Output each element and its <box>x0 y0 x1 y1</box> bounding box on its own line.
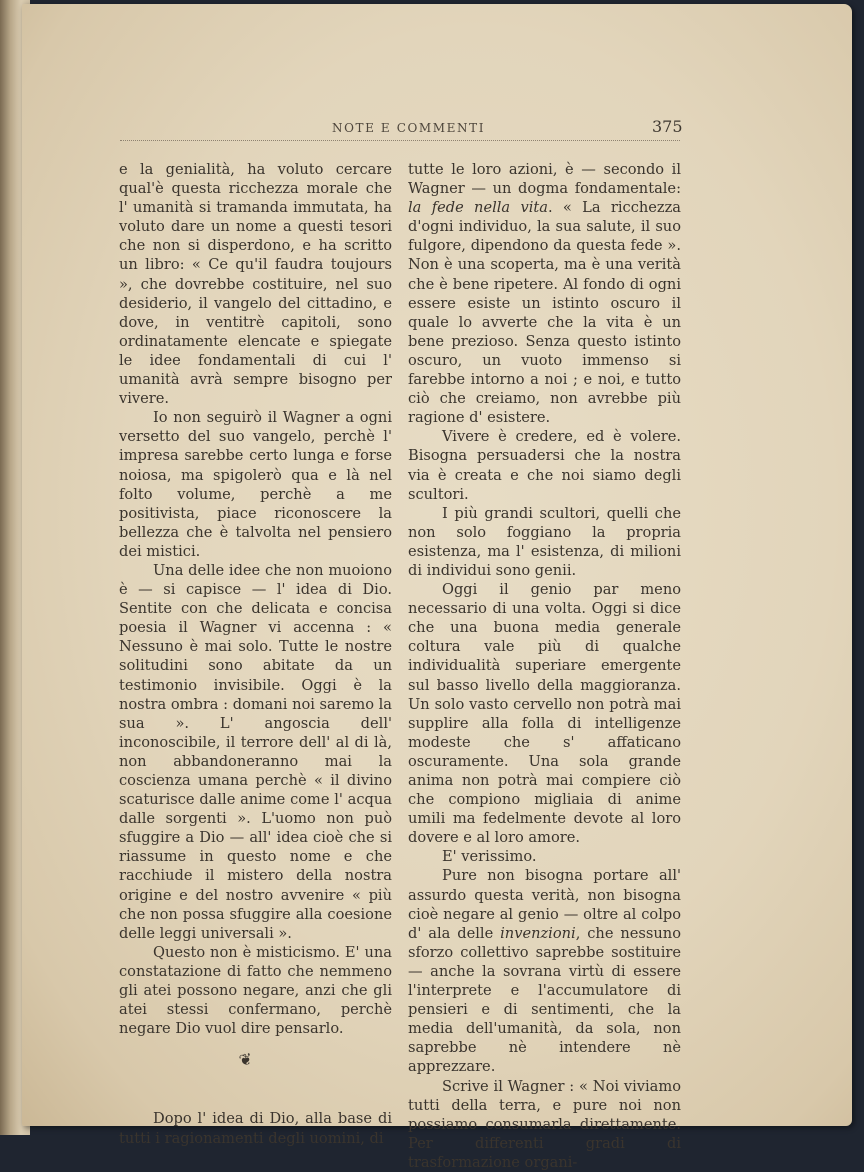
text-run: , che nessuno sforzo collettivo saprebbe sostituire — anche la sovrana virtù di essere l'interprete e l'accumulatore di pensieri e di sentimenti, che la media dell'umanità, da sola, non saprebbe nè intendere nè apprezzare. <box>408 924 681 1076</box>
paragraph: E' verissimo. <box>442 848 537 866</box>
text-run: Pure non bisogna portare all' assurdo questa verità, non bisogna cioè negare al genio — oltre al colpo d' ala delle <box>408 867 681 942</box>
fleuron-icon: ❦ <box>237 1049 254 1071</box>
paragraph: Oggi il genio par meno necessario di una volta. Oggi si dice che una buona media generale coltura vale più di qualche individualità superiare emergente sul basso livello della maggioranza. Un solo vasto cervello non potrà mai supplire alla folla di intelligenze modeste che s' affaticano oscuramente. Una sola grande anima non potrà mai compiere ciò che compiono migliaia di anime umili ma fedelmente devote al loro dovere e al loro amore. <box>408 581 681 847</box>
paragraph <box>408 160 681 427</box>
page-header <box>120 117 683 139</box>
paragraph: Una delle idee che non muoiono è — si capisce — l' idea di Dio. Sentite con che delicata e concisa poesia il Wagner vi accenna : « Nessuno è mai solo. Tutte le nostre solitudini sono abitate da un testimonio invisibile. Oggi è la nostra ombra : domani noi saremo la sua ». L' angoscia dell' inconoscibile, il terrore dell' al di là, non abbandoneranno mai la coscienza umana perchè « il divino scaturisce dalle anime come l' acqua dalle sorgenti ». L'uomo non può sfuggire a Dio — all' idea cioè che si riassume in questo nome e che racchiude il mistero della nostra origine e del nostro avvenire « più che non possa sfuggire alla coesione delle leggi universali ». <box>119 561 392 942</box>
paragraph: Dopo l' idea di Dio, alla base di tutti i ragionamenti degli uomini, di <box>119 1110 392 1147</box>
section-ornament <box>119 1050 392 1069</box>
page-number: 375 <box>652 117 683 136</box>
paragraph: e la genialità, ha voluto cercare qual'è questa ricchezza morale che l' umanità si tramanda immutata, ha voluto dare un nome a questi tesori che non si disperdono, e ha scritto un libro: « Ce qu'il faudra toujours », che dovrebbe costituire, nel suo desiderio, il vangelo del cittadino, e dove, in ventitrè capitoli, sono ordinatamente elencate e spiegate le idee fondamentali di cui l' umanità avrà sempre bisogno per vivere. <box>119 161 392 408</box>
paragraph <box>408 866 681 1076</box>
paragraph: Vivere è credere, ed è volere. Bisogna persuadersi che la nostra via è creata e che noi siamo degli scultori. <box>408 428 681 503</box>
paragraph: I più grandi scultori, quelli che non solo foggiano la propria esistenza, ma l' esistenza, di milioni di individui sono genii. <box>408 504 681 579</box>
italic-text: invenzioni <box>500 924 576 942</box>
running-title: NOTE E COMMENTI <box>332 121 486 135</box>
left-column <box>119 160 392 1148</box>
text-run: tutte le loro azioni, è — secondo il Wagner — un dogma fondamentale: <box>408 161 681 198</box>
paragraph: Questo non è misticismo. E' una constatazione di fatto che nemmeno gli atei possono negare, anzi che gli atei stessi confermano, perchè negare Dio vuol dire pensarlo. <box>119 943 392 1038</box>
italic-text: la fede nella vita <box>408 199 548 217</box>
paragraph: Io non seguirò il Wagner a ogni versetto del suo vangelo, perchè l' impresa sarebbe certo lunga e forse noiosa, ma spigolerò qua e là nel folto volume, perchè a me positivista, piace riconoscere la bellezza che è talvolta nel pensiero dei mistici. <box>119 409 392 560</box>
text-run: . « La ricchezza d'ogni individuo, la sua salute, il suo fulgore, dipendono da questa fede ». Non è una scoperta, ma è una verità che è bene ripetere. Al fondo di ogni essere esiste un istinto oscuro il quale lo avverte che la vita è un bene prezioso. Senza questo istinto oscuro, un vuoto immenso si farebbe intorno a noi ; e noi, e tutto ciò che creiamo, non avrebbe più ragione d' esistere. <box>408 199 681 427</box>
header-rule <box>120 140 680 142</box>
right-column <box>408 160 681 1172</box>
paragraph: Scrive il Wagner : « Noi viviamo tutti della terra, e pure noi non possiamo consumarla direttamente. Per differenti gradi di trasformazione organi- <box>408 1077 681 1171</box>
